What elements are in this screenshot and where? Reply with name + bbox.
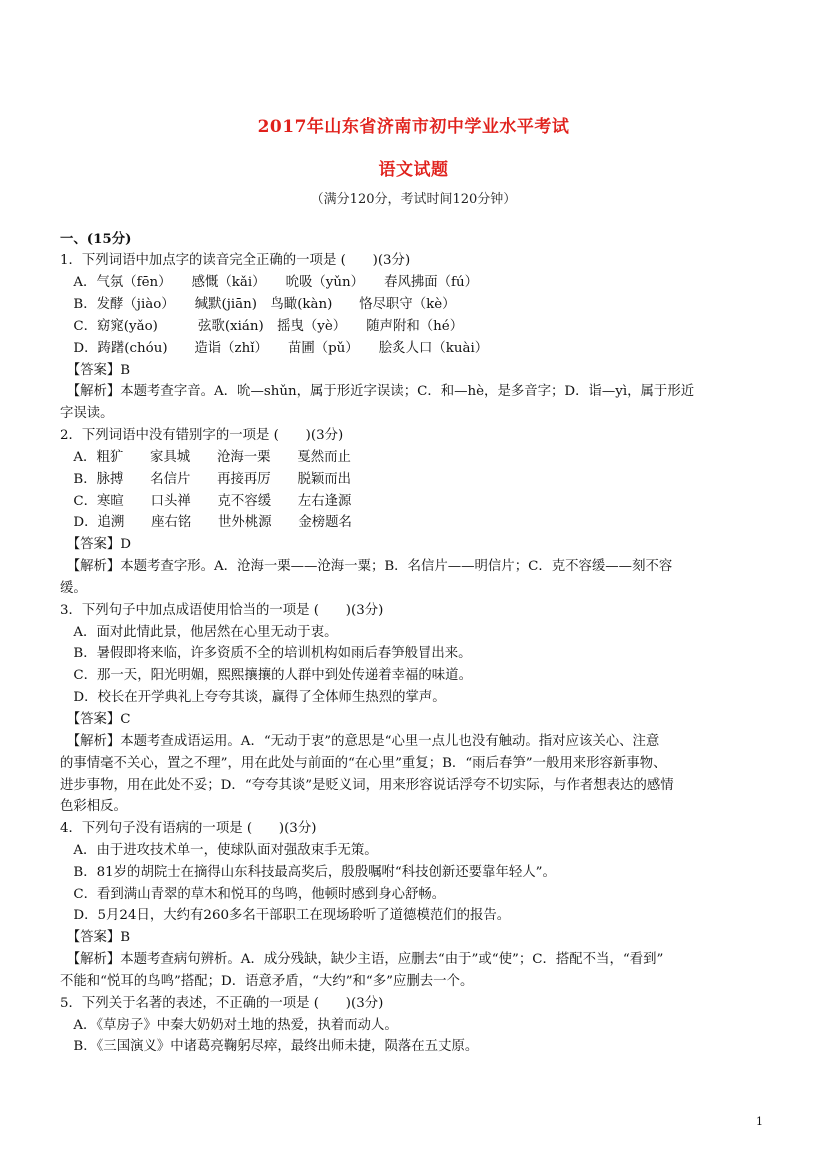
question-5: 5．下列关于名著的表述，不正确的一项是 ( )(3分) [60, 996, 384, 1011]
q4-analysis: 【解析】本题考查病句辨析。A．成分残缺，缺少主语，应删去“由于”或“使”；C．搭配不当，“看到” [60, 952, 664, 967]
q3-answer: 【答案】C [60, 712, 131, 727]
question-4: 4．下列句子没有语病的一项是 ( )(3分) [60, 821, 317, 836]
q1-option-b: B．发酵（jiào） 缄默(jiān) 鸟瞰(kàn) 恪尽职守（kè） [60, 297, 456, 312]
q4-analysis-cont: 不能和“悦耳的鸟鸣”搭配；D．语意矛盾，“大约”和“多”应删去一个。 [60, 974, 474, 989]
q2-analysis-cont: 缓。 [60, 581, 87, 596]
q4-option-d: D．5月24日，大约有260多名干部职工在现场聆听了道德模范们的报告。 [60, 908, 511, 923]
q3-option-c: C．那一天，阳光明媚，熙熙攘攘的人群中到处传递着幸福的味道。 [60, 668, 472, 683]
q1-analysis: 【解析】本题考查字音。A．吮—shǔn，属于形近字误读；C．和—hè，是多音字；D．诣—yì，属于形近 [60, 384, 695, 399]
question-3: 3．下列句子中加点成语使用恰当的一项是 ( )(3分) [60, 603, 384, 618]
q3-option-b: B．暑假即将来临，许多资质不全的培训机构如雨后春笋般冒出来。 [60, 646, 472, 661]
q2-analysis: 【解析】本题考查字形。A．沧海一栗——沧海一粟；B．名信片——明信片；C．克不容缓——刻不容 [60, 559, 673, 574]
q2-answer: 【答案】D [60, 537, 131, 552]
question-1: 1．下列词语中加点字的读音完全正确的一项是 ( )(3分) [60, 253, 411, 268]
q3-analysis-cont-1: 的事情毫不关心，置之不理”，用在此处与前面的“在心里”重复；B．“雨后春笋”一般用来形容新事物、 [60, 756, 667, 771]
q1-answer: 【答案】B [60, 363, 131, 378]
q2-option-b: B．脉搏 名信片 再接再厉 脱颖而出 [60, 472, 352, 487]
q4-answer: 【答案】B [60, 930, 131, 945]
q3-option-d: D．校长在开学典礼上夸夸其谈，赢得了全体师生热烈的掌声。 [60, 690, 446, 705]
q4-option-b: B．81岁的胡院士在摘得山东科技最高奖后，殷殷嘱咐“科技创新还要靠年轻人”。 [60, 865, 556, 880]
q2-option-c: C．寒暄 口头禅 克不容缓 左右逢源 [60, 494, 352, 509]
q1-option-d: D．踌躇(chóu) 造诣（zhǐ） 苗圃（pǔ） 脍炙人口（kuài） [60, 341, 489, 356]
exam-note: （满分120分，考试时间120分钟） [310, 192, 517, 207]
question-2: 2．下列词语中没有错别字的一项是 ( )(3分) [60, 428, 344, 443]
q1-option-c: C．窈窕(yǎo) 弦歌(xián) 摇曳（yè） 随声附和（hé） [60, 319, 464, 334]
q3-analysis-cont-3: 色彩相反。 [60, 799, 127, 814]
q5-option-b: B．《三国演义》中诸葛亮鞠躬尽瘁，最终出师未捷，陨落在五丈原。 [60, 1039, 479, 1054]
q3-analysis-cont-2: 进步事物，用在此处不妥；D．“夸夸其谈”是贬义词，用来形容说话浮夸不切实际，与作者想表达的感情 [60, 778, 674, 793]
q2-option-a: A．粗犷 家具城 沧海一栗 戛然而止 [60, 450, 351, 465]
q5-option-a: A．《草房子》中秦大奶奶对土地的热爱，执着而动人。 [60, 1018, 398, 1033]
q2-option-d: D．追溯 座右铭 世外桃源 金榜题名 [60, 515, 352, 530]
q3-option-a: A．面对此情此景，他居然在心里无动于衷。 [60, 625, 338, 640]
q1-analysis-cont: 字误读。 [60, 406, 114, 421]
exam-subtitle: 语文试题 [378, 160, 449, 180]
q4-option-c: C．看到满山青翠的草木和悦耳的鸟鸣，他顿时感到身心舒畅。 [60, 887, 446, 902]
q1-option-a: A．气氛（fēn） 感慨（kǎi） 吮吸（yǔn） 春风拂面（fú） [60, 275, 479, 290]
exam-title: 2017年山东省济南市初中学业水平考试 [257, 117, 570, 137]
section-heading: 一、(15分) [60, 231, 132, 247]
page-number: 1 [756, 1115, 763, 1128]
q3-analysis: 【解析】本题考查成语运用。A．“无动于衷”的意思是“心里一点儿也没有触动。指对应该关心、注意 [60, 734, 660, 749]
q4-option-a: A．由于进攻技术单一，使球队面对强敌束手无策。 [60, 843, 378, 858]
